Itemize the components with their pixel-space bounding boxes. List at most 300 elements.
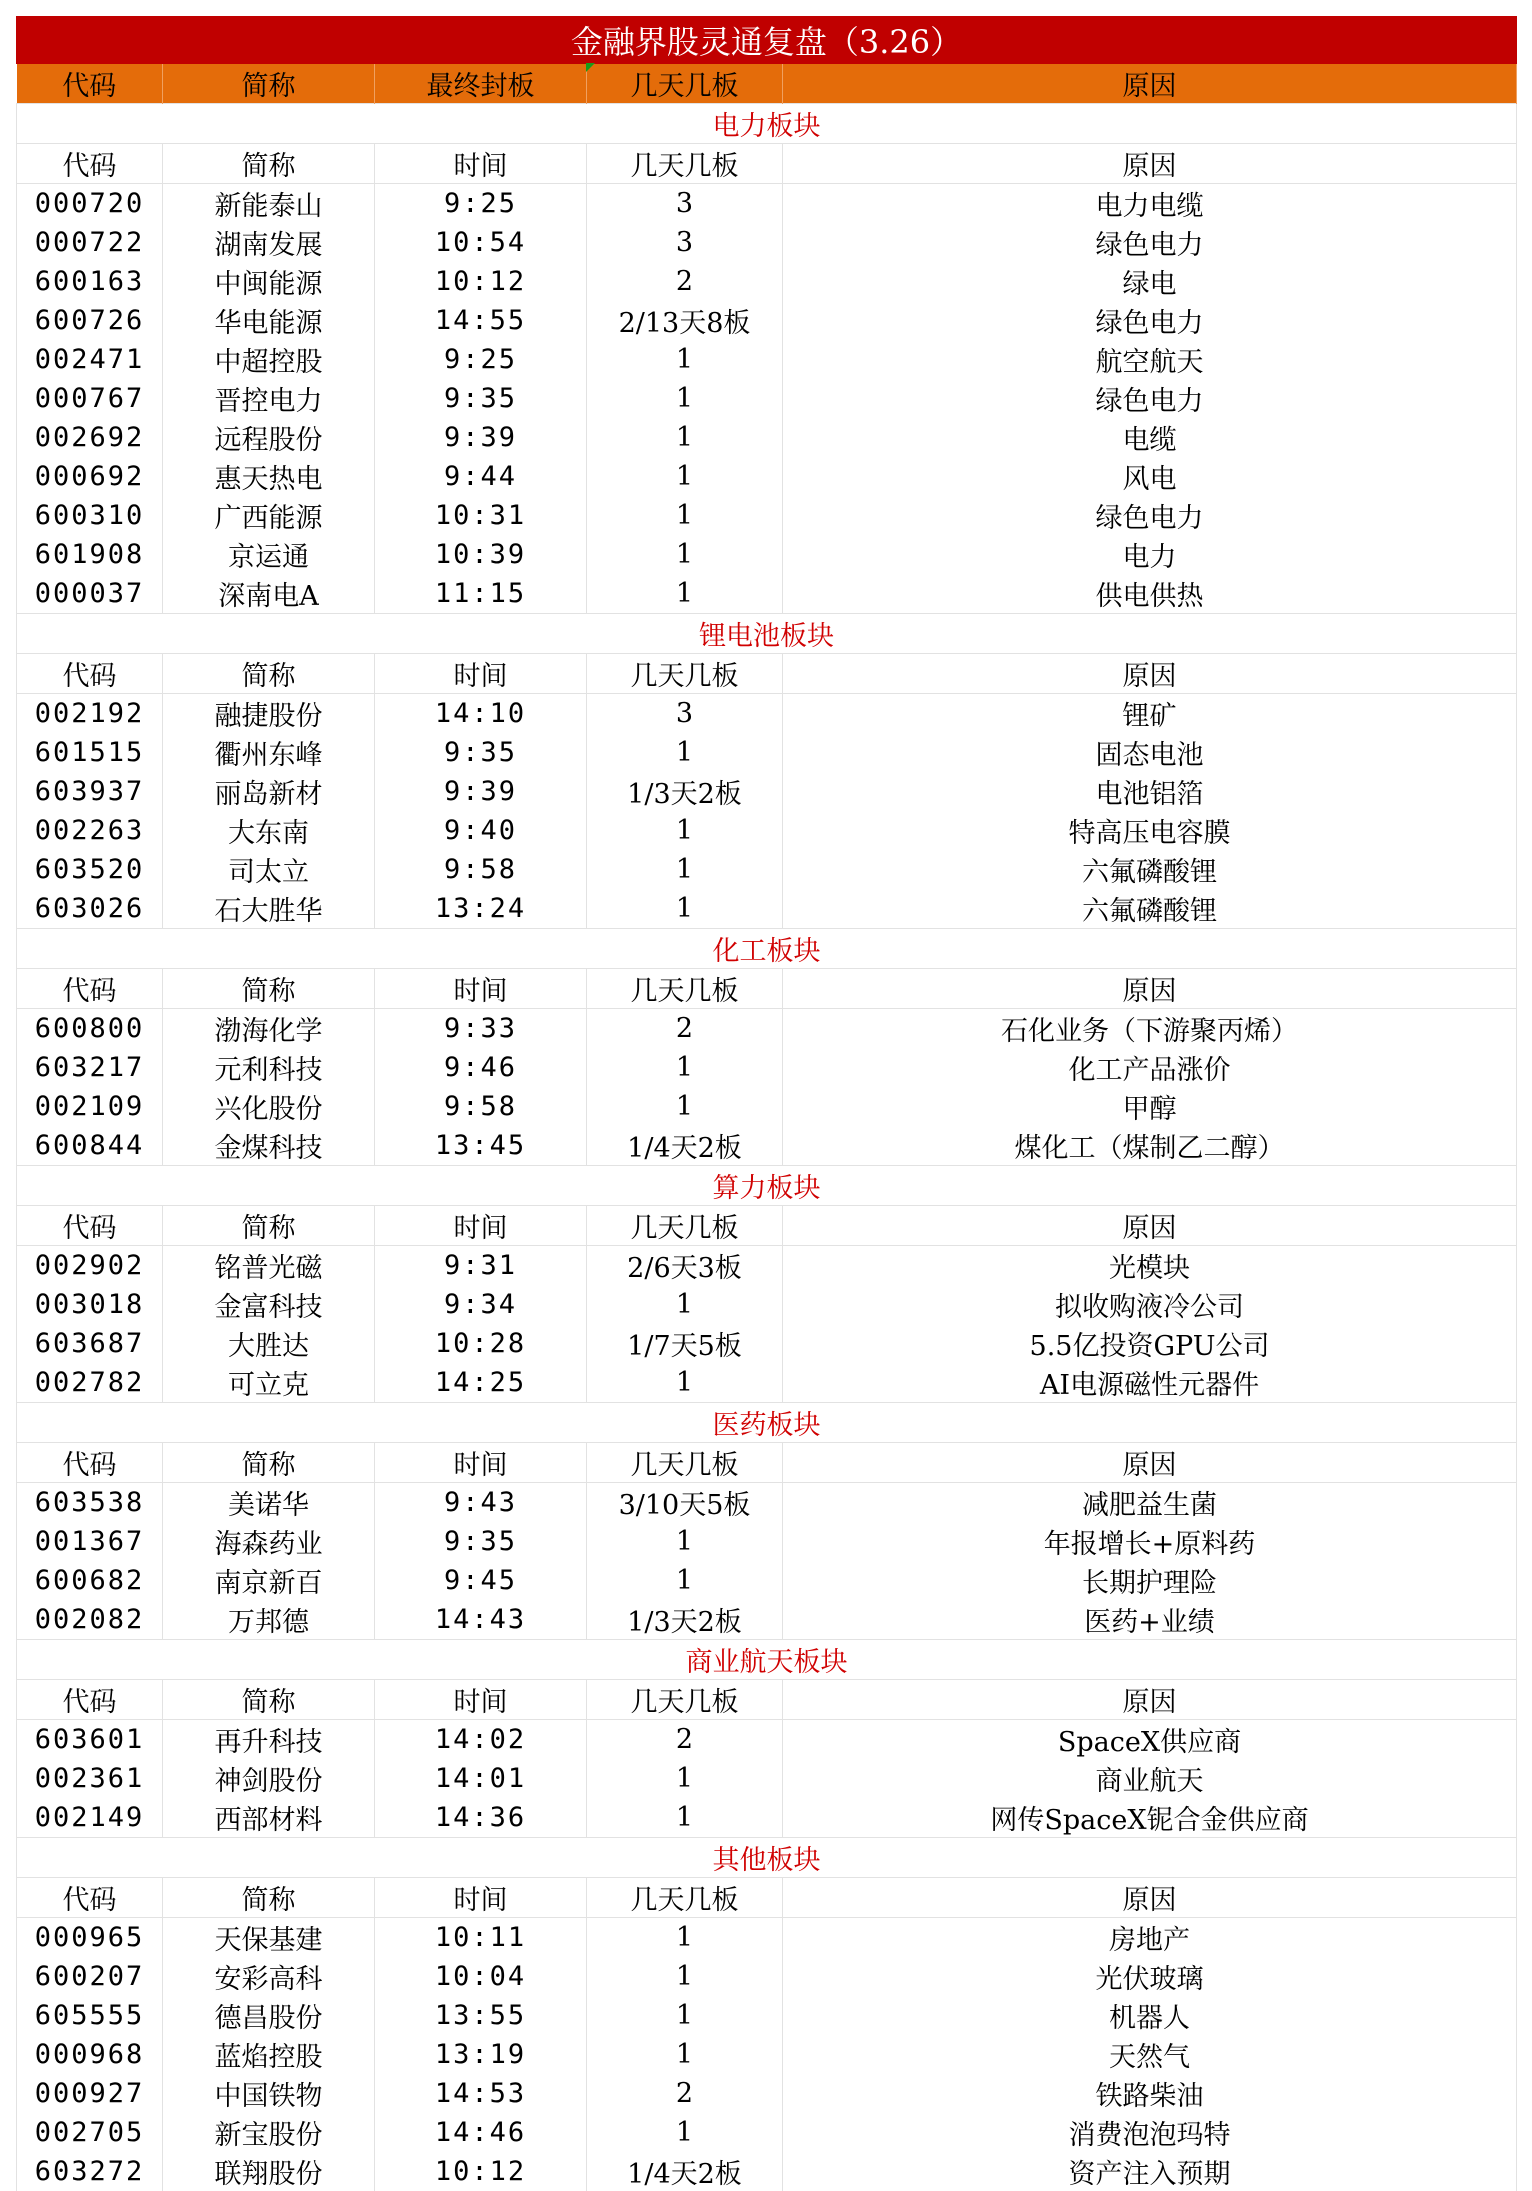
subheader-time-cell: 时间 [375,1680,587,1720]
subheader-code-cell: 代码 [17,1878,163,1918]
header-days-boards: 几天几板 [587,64,783,104]
section-header [17,929,1517,969]
name-cell: 可立克 [163,1363,375,1403]
table-row [17,2035,1517,2074]
name-cell: 深南电A [163,574,375,614]
subheader-reason-cell: 原因 [783,1680,1517,1720]
table-row [17,2152,1517,2191]
reason-cell: 天然气 [783,2035,1517,2074]
code-cell: 002361 [17,1759,163,1798]
table-row [17,733,1517,772]
section-title: 医药板块 [17,1403,1517,1443]
reason-cell: 绿色电力 [783,223,1517,262]
reason-cell: 绿电 [783,262,1517,301]
table-row [17,1957,1517,1996]
time-cell: 9:39 [375,772,587,811]
section-title: 算力板块 [17,1166,1517,1206]
code-cell: 600163 [17,262,163,301]
section-title: 电力板块 [17,104,1517,144]
time-cell: 14:43 [375,1600,587,1640]
time-cell: 10:11 [375,1918,587,1958]
days-cell: 1 [587,2113,783,2152]
code-cell: 000968 [17,2035,163,2074]
code-cell: 003018 [17,1285,163,1324]
time-cell: 10:31 [375,496,587,535]
page-title: 金融界股灵通复盘（3.26） [17,17,1517,64]
reason-cell: 六氟磷酸锂 [783,889,1517,929]
section-title: 商业航天板块 [17,1640,1517,1680]
reason-cell: 固态电池 [783,733,1517,772]
time-cell: 13:45 [375,1126,587,1166]
days-cell: 1 [587,1285,783,1324]
review-table [16,16,1517,2191]
time-cell: 13:19 [375,2035,587,2074]
time-cell: 14:01 [375,1759,587,1798]
time-cell: 13:55 [375,1996,587,2035]
code-cell: 603272 [17,2152,163,2191]
time-cell: 9:44 [375,457,587,496]
time-cell: 14:46 [375,2113,587,2152]
reason-cell: 电力电缆 [783,184,1517,224]
section-column-header [17,1443,1517,1483]
code-cell: 002782 [17,1363,163,1403]
subheader-days-cell: 几天几板 [587,1443,783,1483]
time-cell: 14:55 [375,301,587,340]
reason-cell: 电池铝箔 [783,772,1517,811]
days-cell: 2 [587,2074,783,2113]
section-header [17,104,1517,144]
name-cell: 再升科技 [163,1720,375,1760]
days-cell: 1 [587,1561,783,1600]
code-cell: 000722 [17,223,163,262]
code-cell: 600310 [17,496,163,535]
subheader-reason-cell: 原因 [783,1443,1517,1483]
table-row [17,340,1517,379]
reason-cell: 网传SpaceX铌合金供应商 [783,1798,1517,1838]
subheader-days-cell: 几天几板 [587,1206,783,1246]
time-cell: 14:36 [375,1798,587,1838]
time-cell: 9:43 [375,1483,587,1523]
time-cell: 14:02 [375,1720,587,1760]
days-cell: 2 [587,1720,783,1760]
days-cell: 3/10天5板 [587,1483,783,1523]
days-cell: 1/4天2板 [587,1126,783,1166]
subheader-code-cell: 代码 [17,1443,163,1483]
reason-cell: 消费泡泡玛特 [783,2113,1517,2152]
section-column-header [17,144,1517,184]
name-cell: 联翔股份 [163,2152,375,2191]
days-cell: 1 [587,1957,783,1996]
days-cell: 1 [587,1048,783,1087]
table-row [17,223,1517,262]
time-cell: 13:24 [375,889,587,929]
name-cell: 美诺华 [163,1483,375,1523]
time-cell: 9:25 [375,184,587,224]
days-cell: 1 [587,340,783,379]
code-cell: 002705 [17,2113,163,2152]
reason-cell: 资产注入预期 [783,2152,1517,2191]
days-cell: 1 [587,1363,783,1403]
reason-cell: 电力 [783,535,1517,574]
name-cell: 渤海化学 [163,1009,375,1049]
header-final-seal: 最终封板 [375,64,587,104]
subheader-days-cell: 几天几板 [587,654,783,694]
subheader-name-cell: 简称 [163,654,375,694]
name-cell: 惠天热电 [163,457,375,496]
days-cell: 2/6天3板 [587,1246,783,1286]
days-cell: 2 [587,1009,783,1049]
subheader-time-cell: 时间 [375,654,587,694]
reason-cell: 机器人 [783,1996,1517,2035]
table-row [17,1561,1517,1600]
time-cell: 10:54 [375,223,587,262]
subheader-time-cell: 时间 [375,1443,587,1483]
time-cell: 9:25 [375,340,587,379]
name-cell: 铭普光磁 [163,1246,375,1286]
name-cell: 大东南 [163,811,375,850]
table-row [17,574,1517,614]
reason-cell: 医药+业绩 [783,1600,1517,1640]
name-cell: 西部材料 [163,1798,375,1838]
name-cell: 湖南发展 [163,223,375,262]
time-cell: 11:15 [375,574,587,614]
reason-cell: AI电源磁性元器件 [783,1363,1517,1403]
code-cell: 002082 [17,1600,163,1640]
time-cell: 9:40 [375,811,587,850]
code-cell: 000927 [17,2074,163,2113]
days-cell: 2 [587,262,783,301]
code-cell: 000965 [17,1918,163,1958]
code-cell: 603601 [17,1720,163,1760]
subheader-reason-cell: 原因 [783,1206,1517,1246]
time-cell: 9:45 [375,1561,587,1600]
code-cell: 002109 [17,1087,163,1126]
name-cell: 海森药业 [163,1522,375,1561]
subheader-days-cell: 几天几板 [587,144,783,184]
table-row [17,1759,1517,1798]
code-cell: 002149 [17,1798,163,1838]
code-cell: 002471 [17,340,163,379]
time-cell: 10:04 [375,1957,587,1996]
section-title: 其他板块 [17,1838,1517,1878]
reason-cell: 供电供热 [783,574,1517,614]
time-cell: 9:39 [375,418,587,457]
time-cell: 10:28 [375,1324,587,1363]
name-cell: 安彩高科 [163,1957,375,1996]
time-cell: 9:35 [375,379,587,418]
reason-cell: 铁路柴油 [783,2074,1517,2113]
reason-cell: 甲醇 [783,1087,1517,1126]
subheader-days-cell: 几天几板 [587,1680,783,1720]
section-header [17,1640,1517,1680]
table-row [17,2113,1517,2152]
name-cell: 兴化股份 [163,1087,375,1126]
subheader-code-cell: 代码 [17,969,163,1009]
reason-cell: 年报增长+原料药 [783,1522,1517,1561]
days-cell: 1 [587,1522,783,1561]
code-cell: 603937 [17,772,163,811]
header-name: 简称 [163,64,375,104]
subheader-time-cell: 时间 [375,1878,587,1918]
table-row [17,457,1517,496]
time-cell: 9:35 [375,1522,587,1561]
section-column-header [17,1206,1517,1246]
days-cell: 1 [587,1996,783,2035]
reason-cell: SpaceX供应商 [783,1720,1517,1760]
table-row [17,772,1517,811]
time-cell: 9:46 [375,1048,587,1087]
table-row [17,1720,1517,1760]
table-row [17,889,1517,929]
code-cell: 002902 [17,1246,163,1286]
reason-cell: 光伏玻璃 [783,1957,1517,1996]
section-header [17,614,1517,654]
days-cell: 1/4天2板 [587,2152,783,2191]
reason-cell: 特高压电容膜 [783,811,1517,850]
section-header [17,1403,1517,1443]
reason-cell: 长期护理险 [783,1561,1517,1600]
name-cell: 石大胜华 [163,889,375,929]
header-reason: 原因 [783,64,1517,104]
subheader-time-cell: 时间 [375,1206,587,1246]
name-cell: 衢州东峰 [163,733,375,772]
days-cell: 3 [587,223,783,262]
section-title: 化工板块 [17,929,1517,969]
table-row [17,1246,1517,1286]
subheader-days-cell: 几天几板 [587,1878,783,1918]
name-cell: 广西能源 [163,496,375,535]
code-cell: 603538 [17,1483,163,1523]
name-cell: 南京新百 [163,1561,375,1600]
days-cell: 1 [587,418,783,457]
reason-cell: 商业航天 [783,1759,1517,1798]
days-cell: 1 [587,2035,783,2074]
days-cell: 1 [587,1798,783,1838]
code-cell: 601515 [17,733,163,772]
name-cell: 新宝股份 [163,2113,375,2152]
name-cell: 金煤科技 [163,1126,375,1166]
name-cell: 金富科技 [163,1285,375,1324]
section-title: 锂电池板块 [17,614,1517,654]
time-cell: 9:58 [375,1087,587,1126]
name-cell: 远程股份 [163,418,375,457]
table-row [17,379,1517,418]
subheader-days-cell: 几天几板 [587,969,783,1009]
time-cell: 9:58 [375,850,587,889]
reason-cell: 锂矿 [783,694,1517,734]
subheader-time-cell: 时间 [375,144,587,184]
code-cell: 600800 [17,1009,163,1049]
table-row [17,301,1517,340]
cell-comment-marker [586,63,595,72]
days-cell: 1 [587,496,783,535]
time-cell: 9:31 [375,1246,587,1286]
table-row [17,1522,1517,1561]
table-row [17,1600,1517,1640]
reason-cell: 绿色电力 [783,496,1517,535]
days-cell: 1/3天2板 [587,772,783,811]
code-cell: 600726 [17,301,163,340]
header-code: 代码 [17,64,163,104]
code-cell: 600844 [17,1126,163,1166]
table-row [17,496,1517,535]
time-cell: 10:12 [375,262,587,301]
days-cell: 1 [587,457,783,496]
reason-cell: 六氟磷酸锂 [783,850,1517,889]
title-row [17,17,1517,64]
name-cell: 大胜达 [163,1324,375,1363]
time-cell: 10:39 [375,535,587,574]
days-cell: 1/7天5板 [587,1324,783,1363]
section-header [17,1838,1517,1878]
days-cell: 1 [587,1087,783,1126]
days-cell: 1 [587,811,783,850]
name-cell: 神剑股份 [163,1759,375,1798]
reason-cell: 绿色电力 [783,379,1517,418]
name-cell: 融捷股份 [163,694,375,734]
table-row [17,184,1517,224]
reason-cell: 航空航天 [783,340,1517,379]
code-cell: 600207 [17,1957,163,1996]
table-row [17,262,1517,301]
subheader-code-cell: 代码 [17,1206,163,1246]
days-cell: 3 [587,184,783,224]
reason-cell: 绿色电力 [783,301,1517,340]
section-column-header [17,1680,1517,1720]
code-cell: 002263 [17,811,163,850]
name-cell: 司太立 [163,850,375,889]
subheader-code-cell: 代码 [17,654,163,694]
code-cell: 603026 [17,889,163,929]
days-cell: 1 [587,1918,783,1958]
code-cell: 000720 [17,184,163,224]
name-cell: 新能泰山 [163,184,375,224]
reason-cell: 风电 [783,457,1517,496]
table-row [17,694,1517,734]
subheader-code-cell: 代码 [17,1680,163,1720]
name-cell: 中闽能源 [163,262,375,301]
name-cell: 中超控股 [163,340,375,379]
reason-cell: 拟收购液冷公司 [783,1285,1517,1324]
table-row [17,1087,1517,1126]
time-cell: 9:33 [375,1009,587,1049]
days-cell: 1 [587,889,783,929]
time-cell: 10:12 [375,2152,587,2191]
time-cell: 9:34 [375,1285,587,1324]
subheader-name-cell: 简称 [163,969,375,1009]
table-row [17,1009,1517,1049]
subheader-reason-cell: 原因 [783,654,1517,694]
table-row [17,2074,1517,2113]
subheader-name-cell: 简称 [163,1680,375,1720]
reason-cell: 房地产 [783,1918,1517,1958]
code-cell: 002192 [17,694,163,734]
code-cell: 000767 [17,379,163,418]
subheader-reason-cell: 原因 [783,1878,1517,1918]
subheader-time-cell: 时间 [375,969,587,1009]
time-cell: 14:25 [375,1363,587,1403]
code-cell: 000037 [17,574,163,614]
name-cell: 万邦德 [163,1600,375,1640]
code-cell: 600682 [17,1561,163,1600]
code-cell: 603217 [17,1048,163,1087]
reason-cell: 煤化工（煤制乙二醇） [783,1126,1517,1166]
name-cell: 华电能源 [163,301,375,340]
code-cell: 601908 [17,535,163,574]
table-row [17,1048,1517,1087]
days-cell: 1/3天2板 [587,1600,783,1640]
code-cell: 605555 [17,1996,163,2035]
table-row [17,850,1517,889]
subheader-name-cell: 简称 [163,1878,375,1918]
code-cell: 603520 [17,850,163,889]
time-cell: 9:35 [375,733,587,772]
time-cell: 14:53 [375,2074,587,2113]
name-cell: 丽岛新材 [163,772,375,811]
name-cell: 中国铁物 [163,2074,375,2113]
table-row [17,1126,1517,1166]
days-cell: 1 [587,535,783,574]
section-column-header [17,969,1517,1009]
reason-cell: 化工产品涨价 [783,1048,1517,1087]
name-cell: 晋控电力 [163,379,375,418]
table-row [17,418,1517,457]
reason-cell: 5.5亿投资GPU公司 [783,1324,1517,1363]
subheader-reason-cell: 原因 [783,144,1517,184]
code-cell: 603687 [17,1324,163,1363]
table-row [17,1918,1517,1958]
table-row [17,1798,1517,1838]
subheader-code-cell: 代码 [17,144,163,184]
table-row [17,535,1517,574]
table-row [17,811,1517,850]
days-cell: 1 [587,379,783,418]
table-row [17,1324,1517,1363]
reason-cell: 光模块 [783,1246,1517,1286]
days-cell: 1 [587,850,783,889]
name-cell: 京运通 [163,535,375,574]
subheader-reason-cell: 原因 [783,969,1517,1009]
days-cell: 3 [587,694,783,734]
days-cell: 1 [587,733,783,772]
name-cell: 天保基建 [163,1918,375,1958]
table-row [17,1483,1517,1523]
subheader-name-cell: 简称 [163,1206,375,1246]
table-row [17,1285,1517,1324]
days-cell: 1 [587,574,783,614]
table-row [17,1996,1517,2035]
reason-cell: 电缆 [783,418,1517,457]
code-cell: 001367 [17,1522,163,1561]
code-cell: 002692 [17,418,163,457]
name-cell: 德昌股份 [163,1996,375,2035]
reason-cell: 减肥益生菌 [783,1483,1517,1523]
time-cell: 14:10 [375,694,587,734]
subheader-name-cell: 简称 [163,144,375,184]
subheader-name-cell: 简称 [163,1443,375,1483]
table-row [17,1363,1517,1403]
section-column-header [17,654,1517,694]
code-cell: 000692 [17,457,163,496]
section-column-header [17,1878,1517,1918]
days-cell: 1 [587,1759,783,1798]
name-cell: 元利科技 [163,1048,375,1087]
section-header [17,1166,1517,1206]
header-row [17,64,1517,104]
name-cell: 蓝焰控股 [163,2035,375,2074]
reason-cell: 石化业务（下游聚丙烯） [783,1009,1517,1049]
days-cell: 2/13天8板 [587,301,783,340]
